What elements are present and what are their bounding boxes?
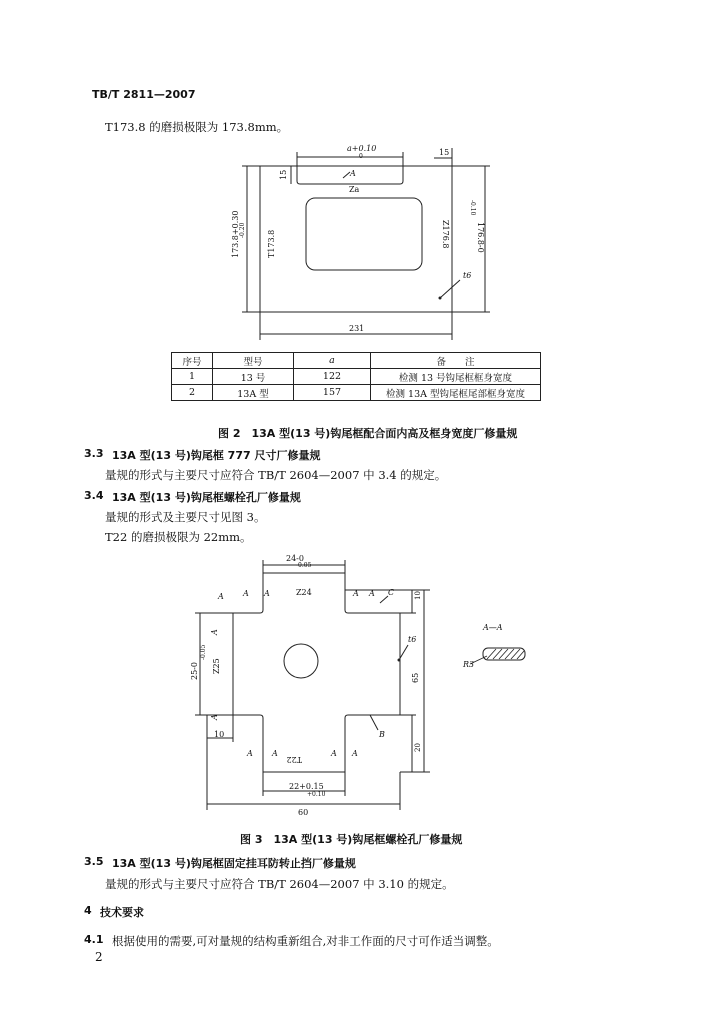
fig3-dim-25-sub: -0.05 [200,644,207,660]
section-3-4-title: 13A 型(13 号)钩尾框螺栓孔厂修量规 [112,491,301,504]
table-cell: 122 [294,369,371,385]
fig3-label-A: A [264,589,270,598]
fig3-dim-60: 60 [298,808,309,817]
section-3-5-number: 3.5 [84,855,104,868]
section-3-4-text2: T22 的磨损极限为 22mm。 [105,530,252,544]
fig2-dim-15-left: 15 [279,169,288,180]
section-3-4-number: 3.4 [84,489,104,502]
fig3-label-A: A [247,749,253,758]
fig3-dim-65: 65 [411,672,420,683]
table-cell: 检测 13 号钩尾框框身宽度 [371,369,541,385]
fig3-dim-10-left: 10 [214,730,225,739]
fig3-label-t6: t6 [408,635,417,644]
fig2-dim-15-top: 15 [439,148,450,157]
fig3-label-B: B [379,730,385,739]
fig3-label-A: A [352,749,358,758]
section-3-3-number: 3.3 [84,447,104,460]
fig3-dim-22-sub: +0.10 [307,791,326,798]
fig3-section-hatch [470,649,524,664]
fig2-dim-a: a+0.10 [347,144,377,153]
fig2-dim-left-outer: 173.8+0.30 [231,210,240,258]
figure-3-caption: 图 3 13A 型(13 号)钩尾框螺栓孔厂修量规 [240,833,463,846]
fig3-label-A: A [210,629,219,635]
fig2-label-t6: t6 [463,271,472,280]
figure-2-caption: 图 2 13A 型(13 号)钩尾框配合面内高及框身宽度厂修量规 [218,427,518,440]
fig2-dim-a-sub: 0 [359,153,363,160]
fig3-label-T22: T22 [286,755,302,764]
table-cell: 2 [172,385,213,401]
section-4-number: 4 [84,904,92,917]
standard-code-header: TB/T 2811—2007 [92,88,196,101]
fig3-label-A: A [272,749,278,758]
fig3-label-A: A [243,589,249,598]
table-header-cell: 序号 [172,353,213,369]
fig3-center-hole [284,644,318,678]
fig2-label-Za: Za [349,185,360,194]
fig2-dim-left-outer-sub: -0.20 [239,222,246,238]
table-cell: 157 [294,385,371,401]
section-3-5-text: 量规的形式与主要尺寸应符合 TB/T 2604—2007 中 3.10 的规定。 [105,877,454,891]
fig3-label-A: A [369,589,375,598]
table-header-cell: a [294,353,371,369]
fig3-dim-25: 25-0 [190,662,199,680]
section-3-5-title: 13A 型(13 号)钩尾框固定挂耳防转止挡厂修量规 [112,857,356,870]
fig3-dim-20: 20 [414,743,422,752]
fig2-dim-right-outer-sub: -0.10 [469,200,476,216]
fig3-label-C: C [388,588,395,597]
fig3-dim-22: 22+0.15 [289,782,324,791]
section-4-1-text: 根据使用的需要,可对量规的结构重新组合,对非工作面的尺寸可作适当调整。 [112,934,499,948]
fig3-gauge-outline [233,573,400,772]
fig3-dim-24: 24-0 [286,554,304,563]
table-cell: 13A 型 [213,385,294,401]
fig3-label-A: A [210,714,219,720]
fig3-label-A: A [218,592,224,601]
fig3-label-Z25: Z25 [212,658,221,674]
fig3-label-A: A [331,749,337,758]
section-3-3-text: 量规的形式与主要尺寸应符合 TB/T 2604—2007 中 3.4 的规定。 [105,468,447,482]
fig3-label-R3: R3 [463,660,475,669]
wear-limit-paragraph: T173.8 的磨损极限为 173.8mm。 [105,120,289,134]
fig2-dim-231: 231 [349,324,365,333]
table-cell: 检测 13A 型钩尾框尾部框身宽度 [371,385,541,401]
fig2-label-T173: T173.8 [267,229,276,258]
fig2-dim-right-outer: 176.8-0 [476,222,485,253]
section-4-1-number: 4.1 [84,933,104,946]
fig3-section-label: A—A [483,623,503,632]
table-cell: 1 [172,369,213,385]
table-header-cell: 备 注 [371,353,541,369]
fig3-label-Z24: Z24 [296,588,312,597]
section-4-title: 技术要求 [100,906,144,919]
page-number: 2 [95,950,103,964]
fig3-dim-10-right: 10 [414,591,422,600]
table-header-cell: 型号 [213,353,294,369]
table-cell: 13 号 [213,369,294,385]
fig3-label-A: A [353,589,359,598]
fig2-label-Z176: Z176.8 [441,220,450,249]
section-3-3-title: 13A 型(13 号)钩尾框 777 尺寸厂修量规 [112,449,321,462]
section-3-4-text1: 量规的形式及主要尺寸见图 3。 [105,510,266,524]
fig3-dim-24-sub: -0.05 [296,562,312,569]
fig2-label-A: A [350,169,356,178]
